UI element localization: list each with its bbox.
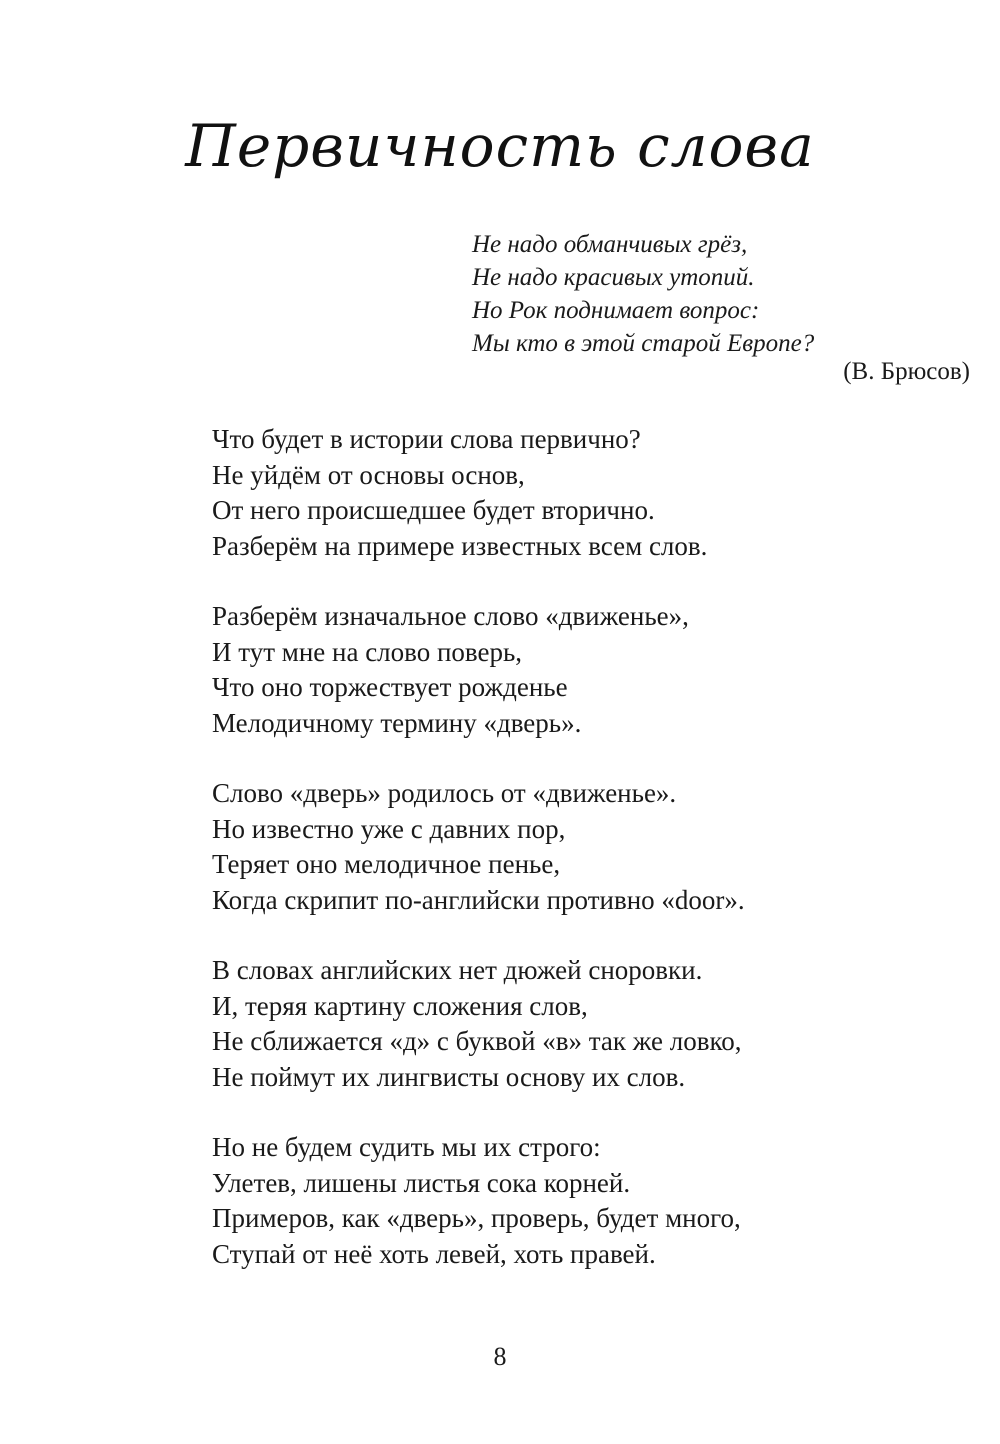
poem-line: Разберём изначальное слово «движенье», (212, 601, 689, 631)
poem-line: Что будет в истории слова первично? (212, 424, 641, 454)
stanza (212, 953, 952, 1095)
epigraph-line: Но Рок поднимает вопрос: (472, 297, 760, 324)
poem-line: Когда скрипит по-английски противно «door». (212, 884, 745, 915)
poem-line: Теряет оно мелодичное пенье, (212, 849, 561, 879)
poem-line: Но известно уже с давних пор, (212, 813, 566, 844)
poem-line: От него происшедшее будет вторично. (212, 495, 655, 525)
stanza (212, 422, 952, 564)
stanza (212, 1130, 952, 1272)
stanza (212, 599, 952, 741)
poem-line: И, теряя картину сложения слов, (212, 990, 588, 1021)
poem-line: Мелодичному термину «дверь». (212, 707, 582, 738)
poem-line: Ступай от неё хоть левей, хоть правей. (212, 1238, 656, 1269)
poem-line: В словах английских нет дюжей сноровки. (212, 955, 703, 985)
poem-line: Что оно торжествует рожденье (212, 672, 568, 702)
stanza (212, 776, 952, 918)
poem-title: Первичность слова (185, 112, 815, 180)
epigraph-line: Не надо красивых утопий. (472, 264, 755, 291)
page-number: 8 (493, 1342, 507, 1371)
poem-line: Не уйдём от основы основ, (212, 459, 525, 490)
epigraph-author: (В. Брюсов) (843, 358, 970, 385)
epigraph (472, 228, 814, 360)
poem-line: Слово «дверь» родилось от «движенье». (212, 778, 677, 808)
poem-line: Не сближается «д» с буквой «в» так же ловко, (212, 1026, 742, 1056)
poem-line: Улетев, лишены листья сока корней. (212, 1167, 631, 1198)
poem-line: И тут мне на слово поверь, (212, 636, 523, 667)
poem-body (212, 422, 952, 1307)
poem-line: Не поймут их лингвисты основу их слов. (212, 1061, 686, 1092)
poem-line: Примеров, как «дверь», проверь, будет много, (212, 1203, 741, 1233)
poem-line: Но не будем судить мы их строго: (212, 1132, 601, 1162)
poem-line: Разберём на примере известных всем слов. (212, 530, 708, 561)
epigraph-line: Мы кто в этой старой Европе? (472, 330, 815, 357)
epigraph-line: Не надо обманчивых грёз, (472, 231, 748, 258)
